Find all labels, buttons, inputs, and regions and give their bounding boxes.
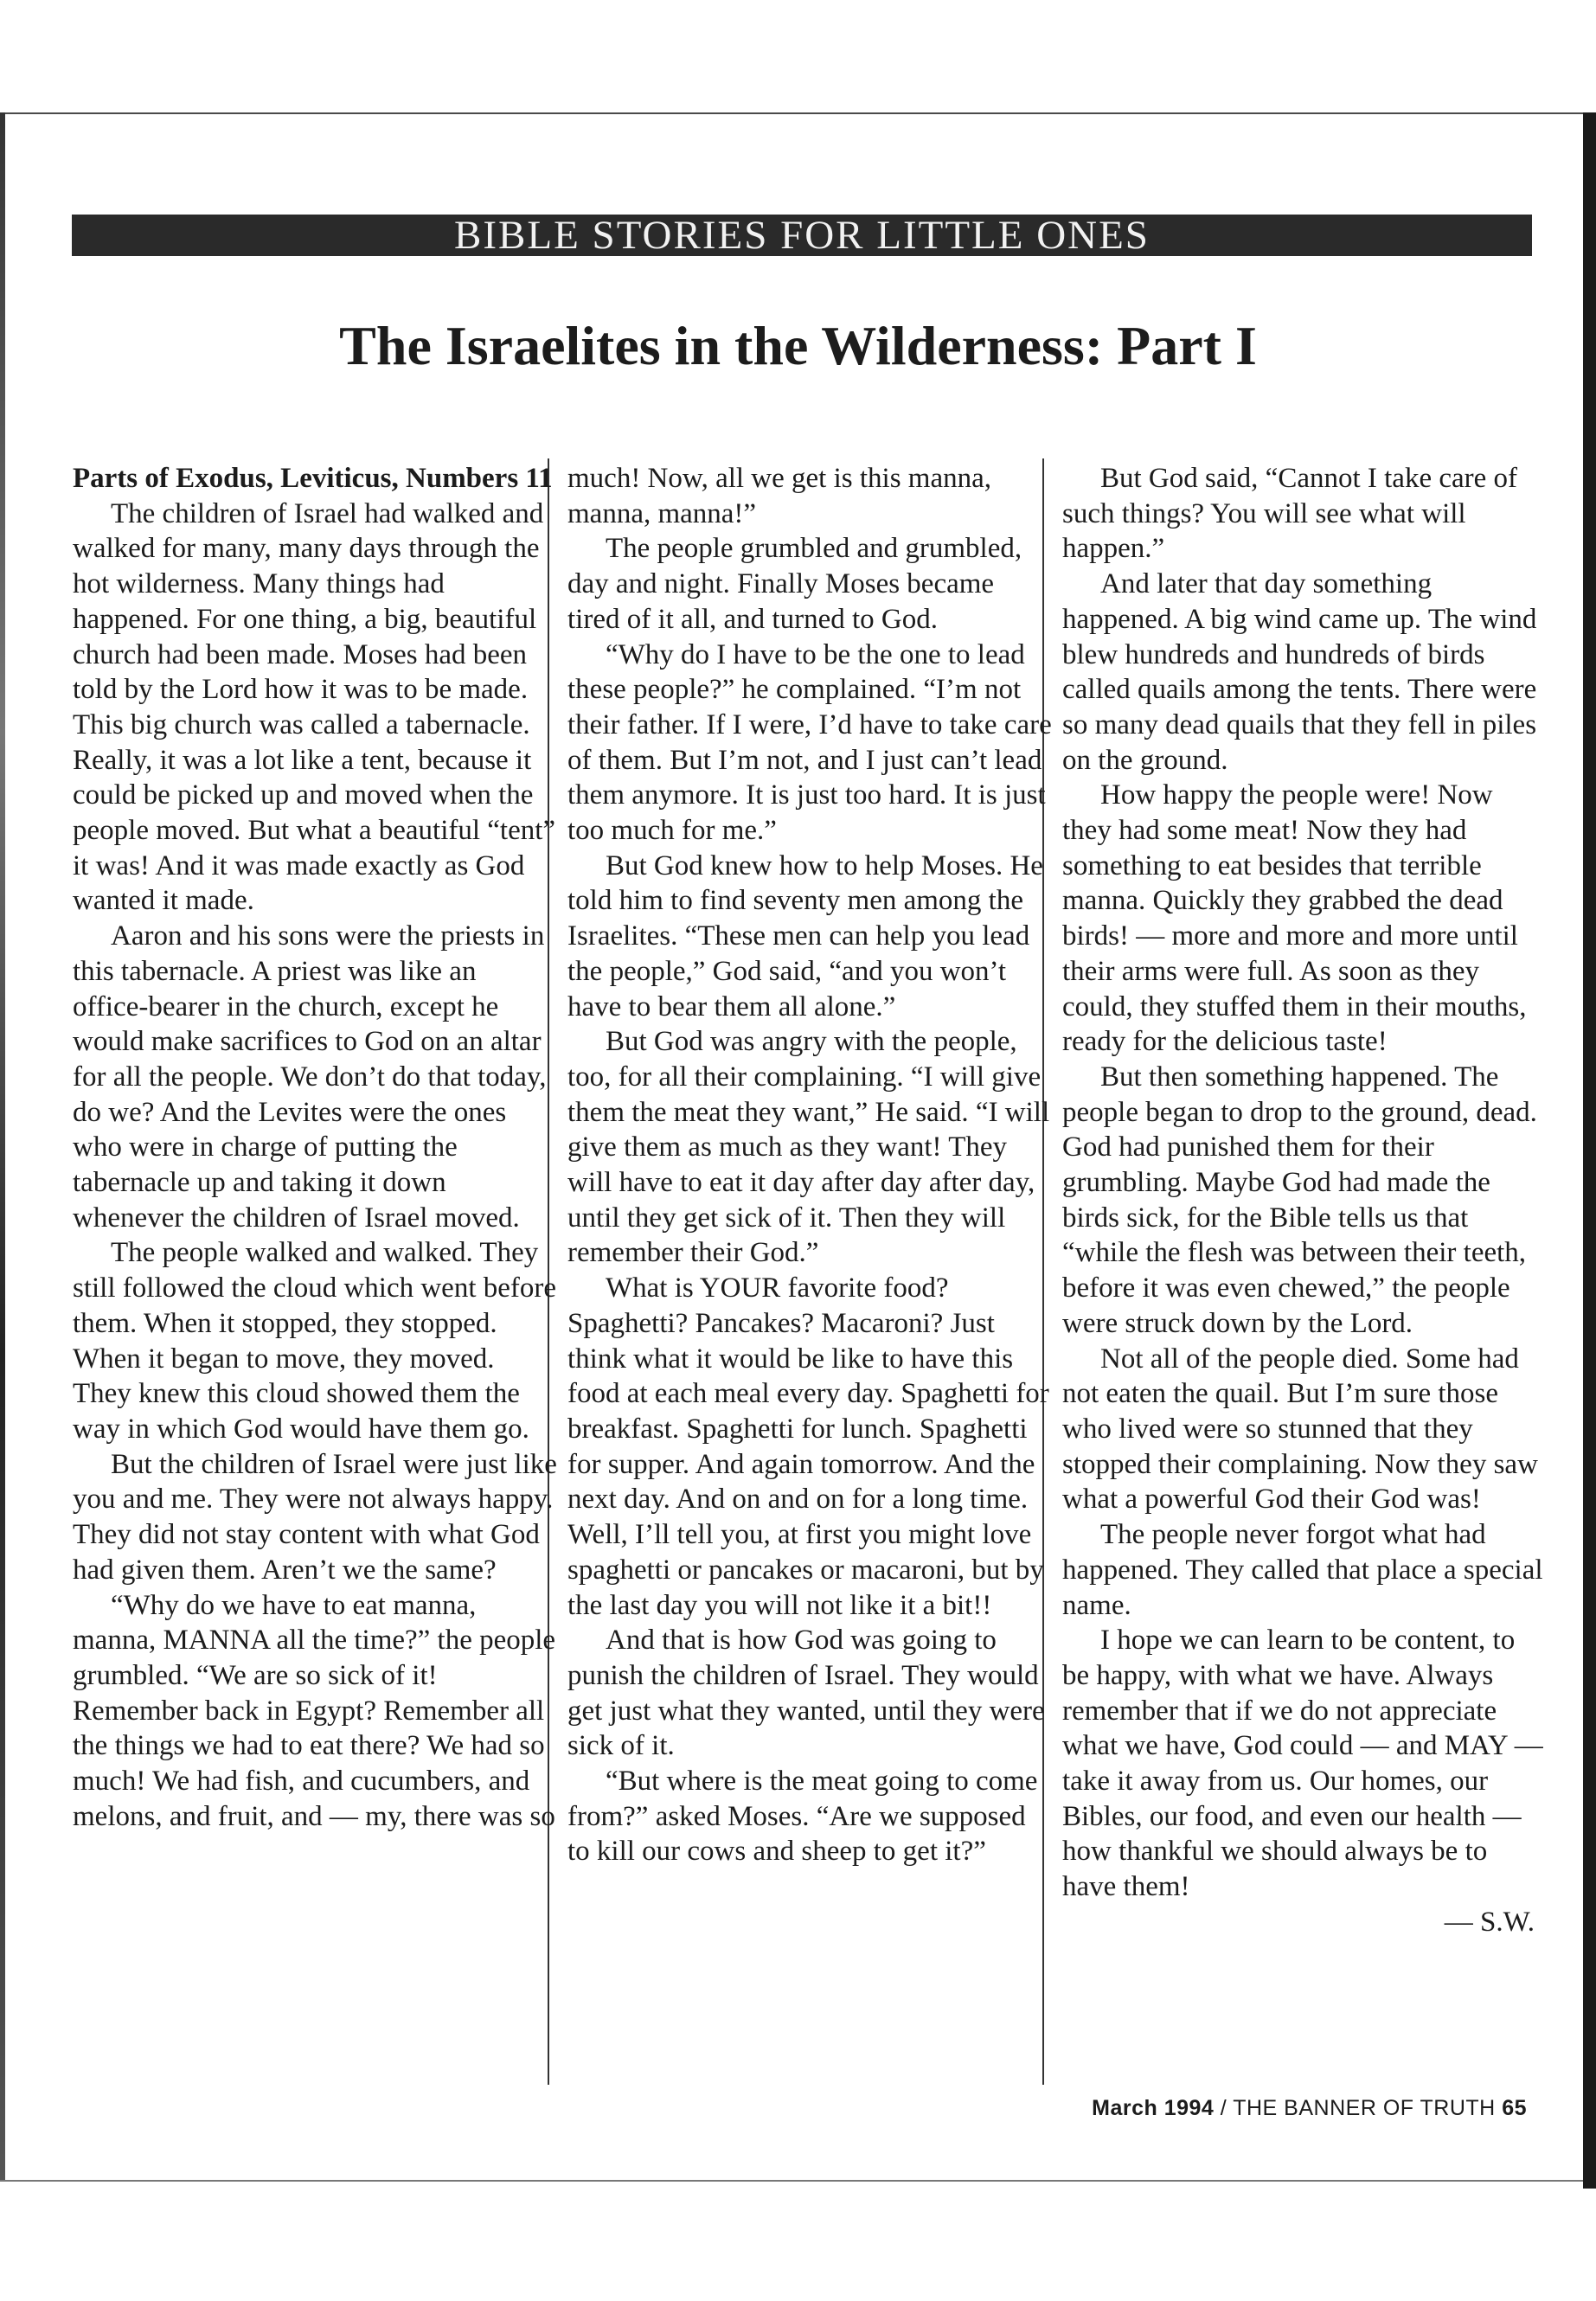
paragraph: But God said, “Cannot I take care of such things? You will see what will happen.”: [1062, 463, 1518, 565]
paragraph: “Why do I have to be the one to lead these people?” he complained. “I’m not their father. If I were, I’d have to take care of them. But I’m not, and I just can’t lead them anymore. It is just too hard. It is just too much for me.”: [567, 638, 1052, 847]
paragraph: How happy the people were! Now they had some meat! Now they had something to eat besides that terrible manna. Quickly they grabbed the dead birds! — more and more and more until their arms were full. As soon as they could, they stuffed them in their mouths, ready for the delicious taste!: [1062, 779, 1527, 1058]
footer-publication: / THE BANNER OF TRUTH: [1220, 2096, 1496, 2120]
paragraph: And later that day something happened. A big wind came up. The wind blew hundreds and hundreds of birds called quails among the tents. There were so many dead quails that they fell in piles on the ground.: [1062, 568, 1537, 776]
author-signature: — S.W.: [1444, 1906, 1535, 1938]
paragraph: Aaron and his sons were the priests in this tabernacle. A priest was like an office-bearer in the church, except he would make sacrifices to God on an altar for all the people. We don’t do that today, do we? And the Levites were the ones who were in charge of putting the tabernacle up and taking it down whenever the children of Israel moved.: [73, 920, 547, 1234]
page-footer: [1092, 2096, 1527, 2121]
scan-page-edge-bottom: [0, 2180, 1583, 2182]
page-title: The Israelites in the Wilderness: Part I: [339, 315, 1257, 376]
scan-page-edge-left: [0, 112, 5, 2180]
article-column-3: [1062, 461, 1547, 1940]
scripture-reference: Parts of Exodus, Leviticus, Numbers 11: [73, 463, 553, 494]
paragraph: I hope we can learn to be content, to be happy, with what we have. Always remember that if we do not appreciate what we have, God could — and MAY — take it away from us. Our homes, our Bibles, our food, and even our health — how thankful we should always be to have them!: [1062, 1625, 1543, 1903]
article-column-1: [73, 461, 557, 1834]
paragraph-continued: much! Now, all we get is this manna, manna, manna!”: [567, 463, 992, 529]
page-number: 65: [1502, 2096, 1527, 2120]
paragraph: “Why do we have to eat manna, manna, MANNA all the time?” the people grumbled. “We are so sick of it! Remember back in Egypt? Remember all the things we had to eat there? We had so much! We had fish, and cucumbers, and melons, and fruit, and — my, there was so: [73, 1589, 556, 1832]
scan-page-edge-right: [1583, 112, 1596, 2189]
paragraph: But the children of Israel were just like you and me. They were not always happy. They did not stay content with what God had given them. Aren’t we the same?: [73, 1448, 557, 1586]
scan-page-edge-top: [0, 112, 1596, 114]
paragraph: The children of Israel had walked and walked for many, many days through the hot wilderness. Many things had happened. For one thing, a big, beautiful church had been made. Moses had been told by the Lord how it was to be made. This big church was called a tabernacle. Really, it was a lot like a tent, because it could be picked up and moved when the people moved. But what a beautiful “tent” it was! And it was made exactly as God wanted it made.: [73, 497, 556, 917]
paragraph: The people grumbled and grumbled, day and night. Finally Moses became tired of it all, and turned to God.: [567, 533, 1022, 635]
footer-date: March 1994: [1092, 2096, 1215, 2120]
paragraph: The people never forgot what had happened. They called that place a special name.: [1062, 1519, 1543, 1621]
paragraph: And that is how God was going to punish the children of Israel. They would get just what they wanted, until they were sick of it.: [567, 1625, 1045, 1762]
article-column-2: [567, 461, 1052, 1869]
paragraph: What is YOUR favorite food? Spaghetti? Pancakes? Macaroni? Just think what it would be like to have this food at each meal every day. Spaghetti for breakfast. Spaghetti for lunch. Spaghetti for supper. And again tomorrow. And the next day. And on and on for a long time. Well, I’ll tell you, at first you might love spaghetti or pancakes or macaroni, but by the last day you will not like it a bit!!: [567, 1272, 1049, 1621]
paragraph: Not all of the people died. Some had not eaten the quail. But I’m sure those who lived were so stunned that they stopped their complaining. Now they saw what a powerful God their God was!: [1062, 1343, 1538, 1516]
paragraph: But God knew how to help Moses. He told him to find seventy men among the Israelites. “These men can help you lead the people,” God said, “and you won’t have to bear them all alone.”: [567, 849, 1043, 1022]
paragraph: The people walked and walked. They still followed the cloud which went before them. When it stopped, they stopped. When it began to move, they moved. They knew this cloud showed them the way in which God would have them go.: [73, 1237, 557, 1445]
section-banner: [72, 212, 1532, 258]
paragraph: But God was angry with the people, too, for all their complaining. “I will give them the meat they want,” He said. “I will give them as much as they want! They will have to eat it day after day after day, until they get sick of it. Then they will remember their God.”: [567, 1026, 1050, 1269]
section-banner-text: BIBLE STORIES FOR LITTLE ONES: [454, 212, 1150, 258]
paragraph: “But where is the meat going to come from?” asked Moses. “Are we supposed to kill our cows and sheep to get it?”: [567, 1766, 1038, 1868]
paragraph: But then something happened. The people began to drop to the ground, dead. God had punished them for their grumbling. Maybe God had made the birds sick, for the Bible tells us that “while the flesh was between their teeth, before it was even chewed,” the people were struck down by the Lord.: [1062, 1061, 1537, 1339]
